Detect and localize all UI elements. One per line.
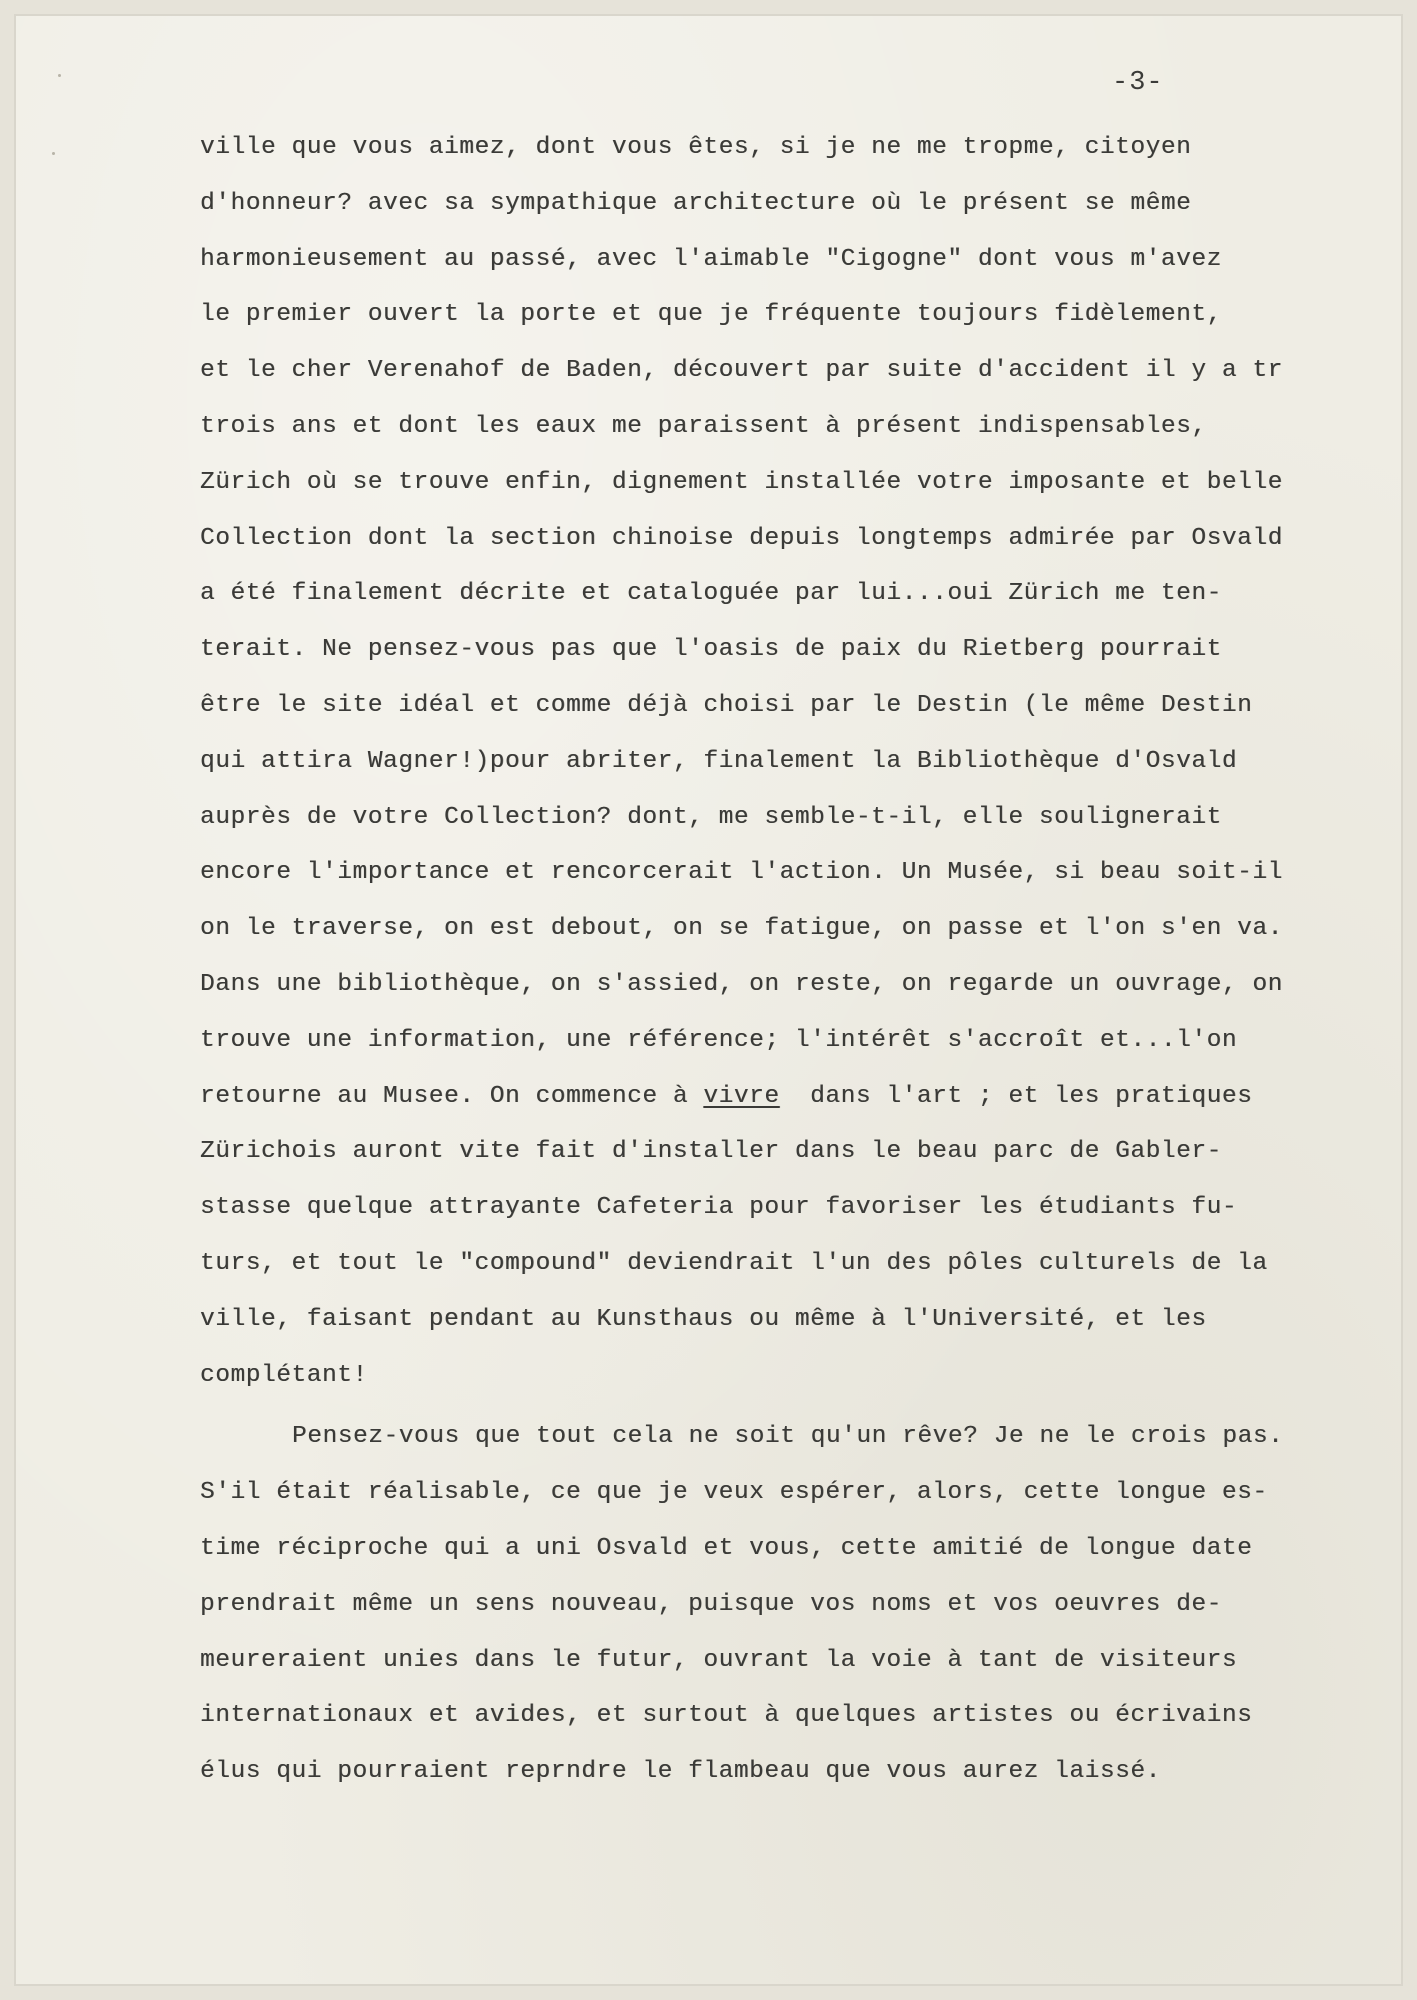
text-line: qui attira Wagner!)pour abriter, finalement la Bibliothèque d'Osvald <box>200 747 1238 775</box>
text-line: le premier ouvert la porte et que je fréquente toujours fidèlement, <box>200 301 1222 329</box>
text-line: encore l'importance et rencorcerait l'action. Un Musée, si beau soit-il <box>200 859 1283 887</box>
text-line: a été finalement décrite et cataloguée par lui...oui Zürich me ten- <box>200 580 1222 608</box>
text-line: terait. Ne pensez-vous pas que l'oasis de paix du Rietberg pourrait <box>200 636 1222 664</box>
page-number: -3- <box>1112 68 1164 98</box>
text-segment: dans l'art ; et les pratiques <box>779 1082 1253 1110</box>
text-line: turs, et tout le "compound" deviendrait l'un des pôles culturels de la <box>200 1249 1268 1277</box>
text-line: Dans une bibliothèque, on s'assied, on reste, on regarde un ouvrage, on <box>200 970 1283 998</box>
text-line: et le cher Verenahof de Baden, découvert par suite d'accident il y a tr <box>200 357 1283 385</box>
text-line: harmonieusement au passé, avec l'aimable "Cigogne" dont vous m'avez <box>200 245 1222 273</box>
letter-body <box>200 120 1400 1800</box>
text-line: trouve une information, une référence; l'intérêt s'accroît et...l'on <box>200 1026 1238 1054</box>
text-line: Zürichois auront vite fait d'installer dans le beau parc de Gabler- <box>200 1138 1222 1166</box>
text-line <box>200 1069 1400 1125</box>
text-line: complétant! <box>200 1361 368 1389</box>
underlined-word: vivre <box>703 1082 780 1110</box>
text-line: élus qui pourraient reprndre le flambeau que vous aurez laissé. <box>200 1758 1161 1786</box>
text-line: ville, faisant pendant au Kunsthaus ou même à l'Université, et les <box>200 1305 1207 1333</box>
text-line: meureraient unies dans le futur, ouvrant la voie à tant de visiteurs <box>200 1646 1238 1674</box>
paragraph-2 <box>200 1409 1400 1800</box>
text-segment: retourne au Musee. On commence à <box>200 1082 704 1110</box>
text-line: on le traverse, on est debout, on se fatigue, on passe et l'on s'en va. <box>200 915 1283 943</box>
text-line: auprès de votre Collection? dont, me semble-t-il, elle soulignerait <box>200 803 1222 831</box>
paper-speck <box>52 152 55 155</box>
text-line: internationaux et avides, et surtout à quelques artistes ou écrivains <box>200 1702 1253 1730</box>
text-line: Collection dont la section chinoise depuis longtemps admirée par Osvald <box>200 524 1283 552</box>
text-line: d'honneur? avec sa sympathique architecture où le présent se même <box>200 189 1192 217</box>
paper-speck <box>58 74 61 77</box>
text-line: Zürich où se trouve enfin, dignement installée votre imposante et belle <box>200 468 1283 496</box>
text-line: être le site idéal et comme déjà choisi par le Destin (le même Destin <box>200 691 1253 719</box>
text-line: Pensez-vous que tout cela ne soit qu'un rêve? Je ne le crois pas. <box>292 1423 1284 1451</box>
text-line: trois ans et dont les eaux me paraissent à présent indispensables, <box>200 412 1207 440</box>
paragraph-1 <box>200 120 1400 1403</box>
text-line: prendrait même un sens nouveau, puisque vos noms et vos oeuvres de- <box>200 1590 1222 1618</box>
text-line: stasse quelque attrayante Cafeteria pour favoriser les étudiants fu- <box>200 1194 1238 1222</box>
text-line: time réciproche qui a uni Osvald et vous, cette amitié de longue date <box>200 1534 1253 1562</box>
text-line: S'il était réalisable, ce que je veux espérer, alors, cette longue es- <box>200 1479 1268 1507</box>
text-line: ville que vous aimez, dont vous êtes, si je ne me tropme, citoyen <box>200 134 1192 161</box>
